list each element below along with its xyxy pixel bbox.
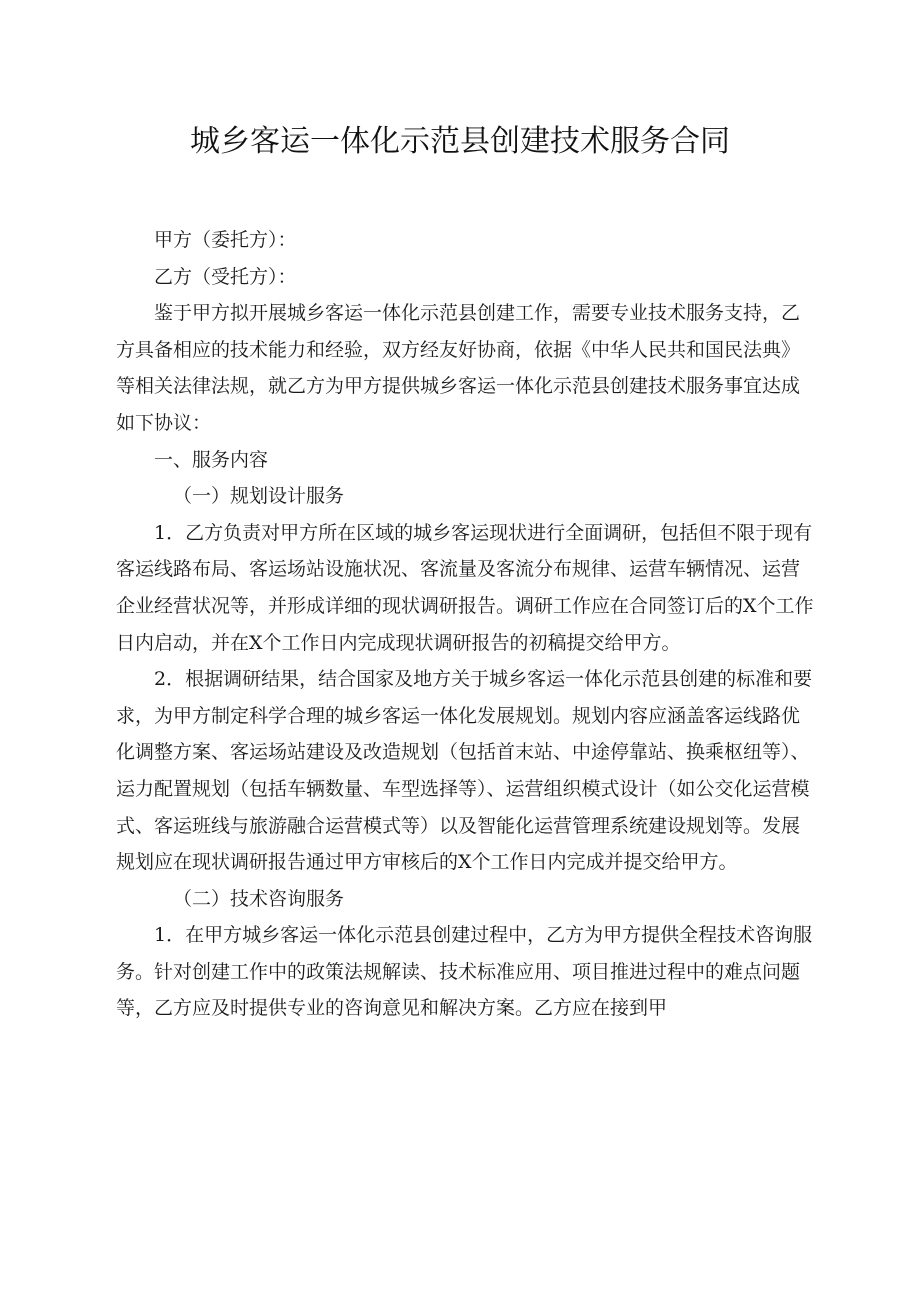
party-a-line: 甲方（委托方）： [154,229,297,251]
party-b-line: 乙方（受托方）： [154,265,297,288]
section-heading: 一、服务内容 [154,448,269,471]
preamble-paragraph: 鉴于甲方拟开展城乡客运一体化示范县创建工作，需要专业技术服务支持，乙方具备相应的技术能力和经验，双方经友好协商，依据《中华人民共和国民法典》等相关法律法规，就乙方为甲方提供城乡客运一体化示范县创建技术服务事宜达成如下协议： [116,302,801,434]
subsection-heading: （二）技术咨询服务 [173,887,345,910]
subsection-heading: （一）规划设计服务 [173,485,345,508]
clause-paragraph: 2．根据调研结果，结合国家及地方关于城乡客运一体化示范县创建的标准和要求，为甲方制定科学合理的城乡客运一体化发展规划。规划内容应涵盖客运线路优化调整方案、客运场站建设及改造规划（包括首末站、中途停靠站、换乘枢纽等）、运力配置规划（包括车辆数量、车型选择等）、运营组织模式设计（如公交化运营模式、客运班线与旅游融合运营模式等）以及智能化运营管理系统建设规划等。发展规划应在现状调研报告通过甲方审核后的X个工作日内完成并提交给甲方。 [116,668,813,874]
document-title: 城乡客运一体化示范县创建技术服务合同 [190,124,730,159]
clause-paragraph: 1．在甲方城乡客运一体化示范县创建过程中，乙方为甲方提供全程技术咨询服务。针对创建工作中的政策法规解读、技术标准应用、项目推进过程中的难点问题等，乙方应及时提供专业的咨询意见和解决方案。乙方应在接到甲 [116,924,813,1020]
clause-paragraph: 1．乙方负责对甲方所在区域的城乡客运现状进行全面调研，包括但不限于现有客运线路布局、客运场站设施状况、客流量及客流分布规律、运营车辆情况、运营企业经营状况等，并形成详细的现状调研报告。调研工作应在合同签订后的X个工作日内启动，并在X个工作日内完成现状调研报告的初稿提交给甲方。 [116,521,814,654]
document-body [116,222,816,1027]
